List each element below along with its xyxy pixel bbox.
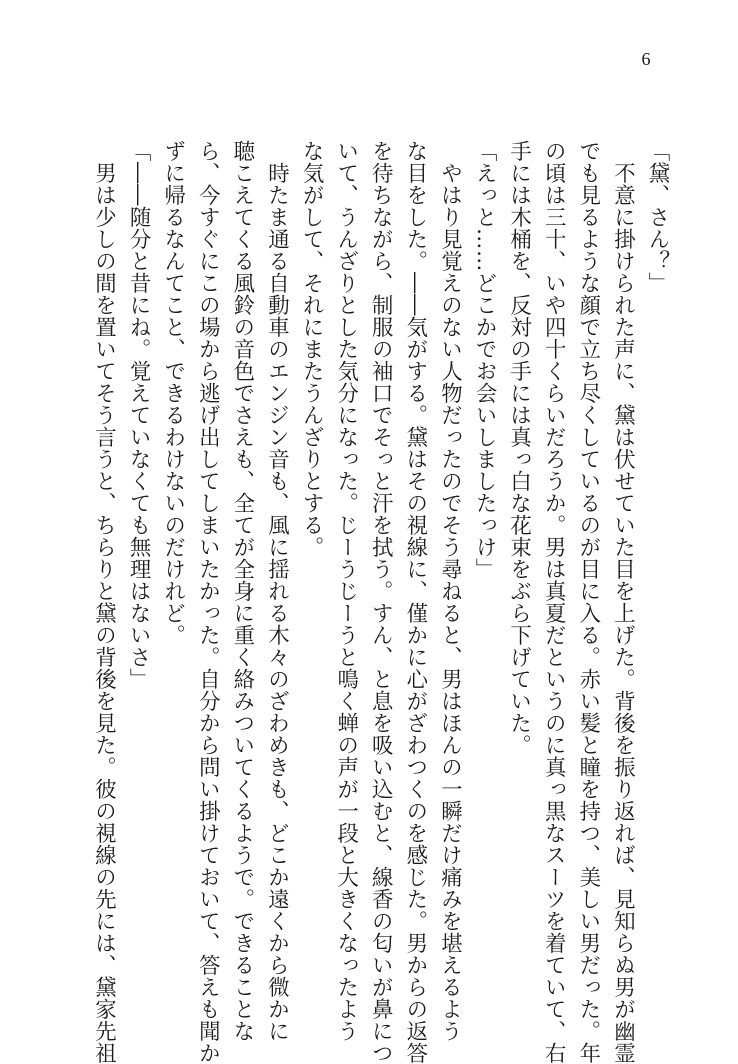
body-text	[86, 140, 674, 1064]
text-line: 「――随分と昔にね。覚えていなくても無理はないさ」	[126, 140, 152, 690]
text-line: な目をした。――気がする。黛はその視線に、僅かに心がざわつくのを感じた。男からの返答	[402, 140, 428, 1064]
text-line: やはり見覚えのない人物だったのでそう尋ねると、男はほんの一瞬だけ痛みを堪えるよう	[437, 140, 463, 1042]
text-line: ら、今すぐにこの場から逃げ出してしまいたかった。自分から問い掛けておいて、答えも聞か	[195, 140, 221, 1064]
text-line: 聴こえてくる風鈴の音色でさえも、全てが全身に重く絡みついてくるようで。できることな	[229, 140, 255, 1042]
text-line: 「えっと……どこかでお会いしましたっけ」	[472, 140, 498, 580]
text-line: な気がして、それにまたうんざりとする。	[299, 140, 325, 558]
text-line: 時たま通る自動車のエンジン音も、風に揺れる木々のざわめきも、どこか遠くから微かに	[264, 140, 290, 1042]
text-line: 手には木桶を、反対の手には真っ白な花束をぶら下げていた。	[506, 140, 532, 756]
text-line: 不意に掛けられた声に、黛は伏せていた目を上げた。背後を振り返れば、見知らぬ男が幽霊	[610, 140, 636, 1064]
text-line: 「黛、さん？」	[645, 140, 670, 294]
text-line: 男は少しの間を置いてそう言うと、ちらりと黛の背後を見た。彼の視線の先には、黛家先祖	[91, 140, 117, 1064]
text-line: ずに帰るなんてこと、できるわけないのだけれど。	[160, 140, 186, 646]
text-line: いて、うんざりとした気分になった。じーうじーうと鳴く蝉の声が一段と大きくなったよう	[333, 140, 359, 1042]
text-line: の頃は三十、いや四十くらいだろうか。男は真夏だというのに真っ黒なスーツを着ていて、右	[541, 140, 567, 1064]
page-number: 6	[641, 49, 651, 69]
text-line: を待ちながら、制服の袖口でそっと汗を拭う。すん、と息を吸い込むと、線香の匂いが鼻につ	[368, 140, 394, 1064]
text-line: でも見るような顔で立ち尽くしているのが目に入る。赤い髪と瞳を持つ、美しい男だった。年	[575, 140, 601, 1064]
